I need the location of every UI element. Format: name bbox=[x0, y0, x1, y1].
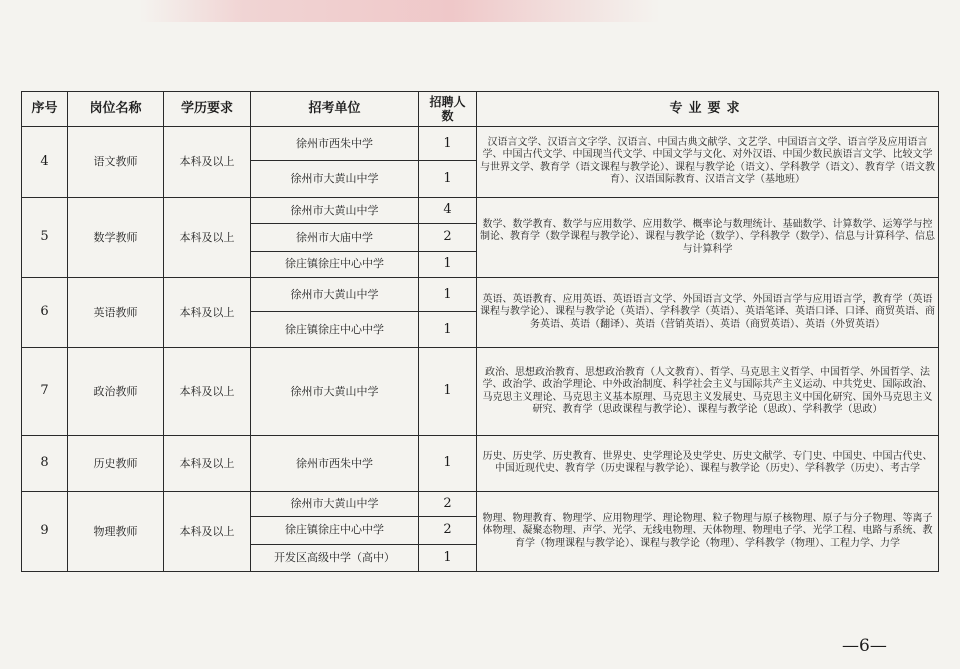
unit-cell: 徐州市大黄山中学 bbox=[251, 197, 419, 223]
unit-cell: 徐州市大黄山中学 bbox=[251, 347, 419, 435]
count-cell: 2 bbox=[419, 224, 477, 251]
position-cell: 语文教师 bbox=[68, 127, 164, 198]
unit-cell: 开发区高级中学（高中） bbox=[251, 544, 419, 571]
seq-cell: 7 bbox=[22, 347, 68, 435]
count-cell: 1 bbox=[419, 436, 477, 492]
unit-cell: 徐州市西朱中学 bbox=[251, 436, 419, 492]
count-cell: 2 bbox=[419, 491, 477, 516]
header-count: 招聘人数 bbox=[419, 92, 477, 127]
count-cell: 1 bbox=[419, 251, 477, 277]
count-cell: 1 bbox=[419, 347, 477, 435]
header-unit: 招考单位 bbox=[251, 92, 419, 127]
unit-cell: 徐庄镇徐庄中心中学 bbox=[251, 312, 419, 347]
position-cell: 历史教师 bbox=[68, 436, 164, 492]
count-cell: 1 bbox=[419, 312, 477, 347]
position-cell: 英语教师 bbox=[68, 277, 164, 347]
header-education: 学历要求 bbox=[164, 92, 251, 127]
unit-cell: 徐州市大黄山中学 bbox=[251, 161, 419, 197]
education-cell: 本科及以上 bbox=[164, 491, 251, 571]
count-cell: 1 bbox=[419, 277, 477, 311]
unit-cell: 徐庄镇徐庄中心中学 bbox=[251, 517, 419, 544]
education-cell: 本科及以上 bbox=[164, 347, 251, 435]
count-cell: 4 bbox=[419, 197, 477, 223]
recruitment-table bbox=[21, 91, 939, 572]
seq-cell: 5 bbox=[22, 197, 68, 277]
unit-cell: 徐州市大庙中学 bbox=[251, 224, 419, 251]
seq-cell: 4 bbox=[22, 127, 68, 198]
header-row bbox=[22, 92, 939, 127]
education-cell: 本科及以上 bbox=[164, 436, 251, 492]
table-row bbox=[22, 436, 939, 492]
position-cell: 政治教师 bbox=[68, 347, 164, 435]
table-row bbox=[22, 197, 939, 223]
count-cell: 2 bbox=[419, 517, 477, 544]
unit-cell: 徐庄镇徐庄中心中学 bbox=[251, 251, 419, 277]
count-cell: 1 bbox=[419, 544, 477, 571]
page-number: —6— bbox=[842, 636, 887, 656]
education-cell: 本科及以上 bbox=[164, 127, 251, 198]
header-seq: 序号 bbox=[22, 92, 68, 127]
table-row bbox=[22, 347, 939, 435]
count-cell: 1 bbox=[419, 161, 477, 197]
header-major: 专业要求 bbox=[477, 92, 939, 127]
header-position: 岗位名称 bbox=[68, 92, 164, 127]
major-cell: 汉语言文学、汉语言文字学、汉语言、中国古典文献学、文艺学、中国语言文学、语言学及应用语言学、中国古代文学、中国现当代文学、中国文学与文化、对外汉语、中国少数民族语言文学、比较文学与世界文学、教育学（语文课程与教学论）、课程与教学论（语文）、学科教学（语文）、教育学（语文教育）、汉语国际教育、汉语言文学（基地班） bbox=[477, 127, 939, 198]
count-cell: 1 bbox=[419, 127, 477, 161]
position-cell: 物理教师 bbox=[68, 491, 164, 571]
major-cell: 物理、物理教育、物理学、应用物理学、理论物理、粒子物理与原子核物理、原子与分子物理、等离子体物理、凝聚态物理、声学、光学、无线电物理、天体物理、物理电子学、光学工程、电路与系统、教育学（物理课程与教学论）、课程与教学论（物理）、学科教学（物理）、工程力学、力学 bbox=[477, 491, 939, 571]
table-row bbox=[22, 491, 939, 516]
unit-cell: 徐州市西朱中学 bbox=[251, 127, 419, 161]
red-stamp-fragment bbox=[140, 0, 660, 22]
unit-cell: 徐州市大黄山中学 bbox=[251, 491, 419, 516]
unit-cell: 徐州市大黄山中学 bbox=[251, 277, 419, 311]
major-cell: 数学、数学教育、数学与应用数学、应用数学、概率论与数理统计、基础数学、计算数学、运筹学与控制论、教育学（数学课程与教学论）、课程与教学论（数学）、学科教学（数学）、信息与计算科学、信息与计算科学 bbox=[477, 197, 939, 277]
table-row bbox=[22, 127, 939, 161]
table-row bbox=[22, 277, 939, 311]
education-cell: 本科及以上 bbox=[164, 277, 251, 347]
education-cell: 本科及以上 bbox=[164, 197, 251, 277]
seq-cell: 9 bbox=[22, 491, 68, 571]
seq-cell: 6 bbox=[22, 277, 68, 347]
major-cell: 英语、英语教育、应用英语、英语语言文学、外国语言文学、外国语言学与应用语言学，教育学（英语课程与教学论）、课程与教学论（英语）、学科教学（英语）、英语笔译、英语口译、口译、商贸英语、商务英语、英语（翻译）、英语（营销英语）、英语（商贸英语）、英语（外贸英语） bbox=[477, 277, 939, 347]
position-cell: 数学教师 bbox=[68, 197, 164, 277]
major-cell: 政治、思想政治教育、思想政治教育（人文教育）、哲学、马克思主义哲学、中国哲学、外国哲学、法学、政治学、政治学理论、中外政治制度、科学社会主义与国际共产主义运动、中共党史、国际政治、马克思主义理论、马克思主义基本原理、马克思主义发展史、马克思主义中国化研究、国外马克思主义研究、教育学（思政课程与教学论）、课程与教学论（思政）、学科教学（思政） bbox=[477, 347, 939, 435]
seq-cell: 8 bbox=[22, 436, 68, 492]
major-cell: 历史、历史学、历史教育、世界史、史学理论及史学史、历史文献学、专门史、中国史、中国古代史、中国近现代史、教育学（历史课程与教学论）、课程与教学论（历史）、学科教学（历史）、考古学 bbox=[477, 436, 939, 492]
